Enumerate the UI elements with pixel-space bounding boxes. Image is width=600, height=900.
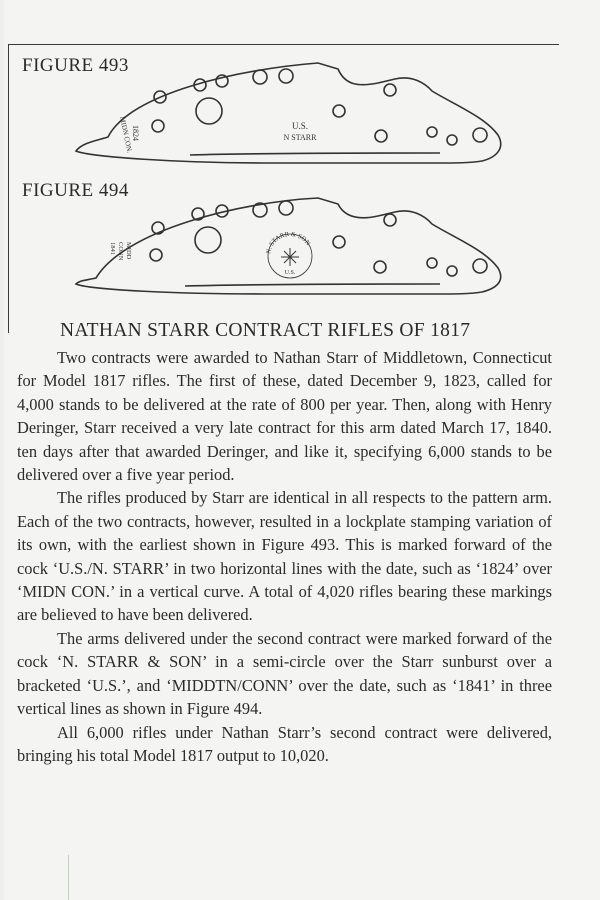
paragraph: The rifles produced by Starr are identical in all respects to the pattern arm. Each of the two contracts, however, resulted in a lockplate stamping variation of its own, with the earliest shown in Figure 493. This is marked forward of the cock ‘U.S./N. STARR’ in two horizontal lines with the date, such as ‘1824’ over ‘MIDN CON.’ in a vertical curve. A total of 4,020 rifles bearing these markings are believed to have been delivered. bbox=[17, 488, 552, 625]
paragraph: The arms delivered under the second contract were marked forward of the cock ‘N. STARR & SON’ in a semi-circle over the Starr sunburst over a bracketed ‘U.S.’, and ‘MIDDTN/CONN’ over the date, such as ‘1841’ in three vertical lines as shown in Figure 494. bbox=[17, 628, 552, 719]
figure-494-lockplate bbox=[0, 190, 600, 330]
screw-hole bbox=[447, 266, 457, 276]
screw-hole bbox=[333, 105, 345, 117]
screw-hole bbox=[427, 258, 437, 268]
lockplate-outline bbox=[76, 63, 501, 163]
lockplate-inner-edge bbox=[185, 284, 440, 286]
mark-date: 1824 bbox=[131, 125, 140, 141]
tumbler-hole bbox=[195, 227, 221, 253]
mark-date: 1841 bbox=[109, 242, 116, 255]
figure-494-label: FIGURE 494 bbox=[22, 180, 129, 201]
mark-maker: N STARR bbox=[283, 133, 317, 142]
screw-hole bbox=[473, 128, 487, 142]
paragraph: Two contracts were awarded to Nathan Starr of Middletown, Connecticut for Model 1817 rifles. The first of these, dated December 9, 1823, called for 4,000 stands to be delivered at the rate of 800 per year. Then, along with Henry Deringer, Starr received a very late contract for this arm dated March 17, 1840. ten days after that awarded Deringer, and like it, specifying 6,000 stands to be delivered over a five year period. bbox=[17, 348, 552, 485]
screw-hole bbox=[427, 127, 437, 137]
mark-arc bbox=[265, 231, 311, 255]
lockplate-outline bbox=[76, 198, 501, 294]
article-title: NATHAN STARR CONTRACT RIFLES OF 1817 bbox=[60, 320, 471, 341]
mark-us: U.S. bbox=[291, 121, 309, 131]
screw-hole bbox=[375, 130, 387, 142]
mark-us: U.S. bbox=[284, 270, 296, 276]
screw-hole bbox=[447, 135, 457, 145]
mark-place-2: CONN bbox=[117, 242, 124, 261]
article-body bbox=[17, 346, 552, 767]
screw-hole bbox=[384, 214, 396, 226]
sunburst-icon bbox=[281, 248, 299, 266]
lockplate-inner-edge bbox=[190, 153, 440, 155]
mark-place-1: MIDD bbox=[125, 242, 132, 260]
screw-hole bbox=[333, 236, 345, 248]
tumbler-hole bbox=[196, 98, 222, 124]
paragraph: All 6,000 rifles under Nathan Starr’s second contract were delivered, bringing his total Model 1817 output to 10,020. bbox=[17, 722, 552, 765]
screw-hole bbox=[152, 120, 164, 132]
screw-hole bbox=[253, 203, 267, 217]
screw-hole bbox=[279, 201, 293, 215]
figure-493-label: FIGURE 493 bbox=[22, 55, 129, 76]
screw-hole bbox=[253, 70, 267, 84]
mark-place: MIDN CON. bbox=[118, 115, 134, 154]
screw-hole bbox=[473, 259, 487, 273]
mark-arc-path: N. STARR & SON bbox=[265, 230, 312, 255]
screw-hole bbox=[279, 69, 293, 83]
screw-hole bbox=[374, 261, 386, 273]
screw-hole bbox=[384, 84, 396, 96]
screw-hole bbox=[150, 249, 162, 261]
margin-rule bbox=[68, 855, 69, 900]
